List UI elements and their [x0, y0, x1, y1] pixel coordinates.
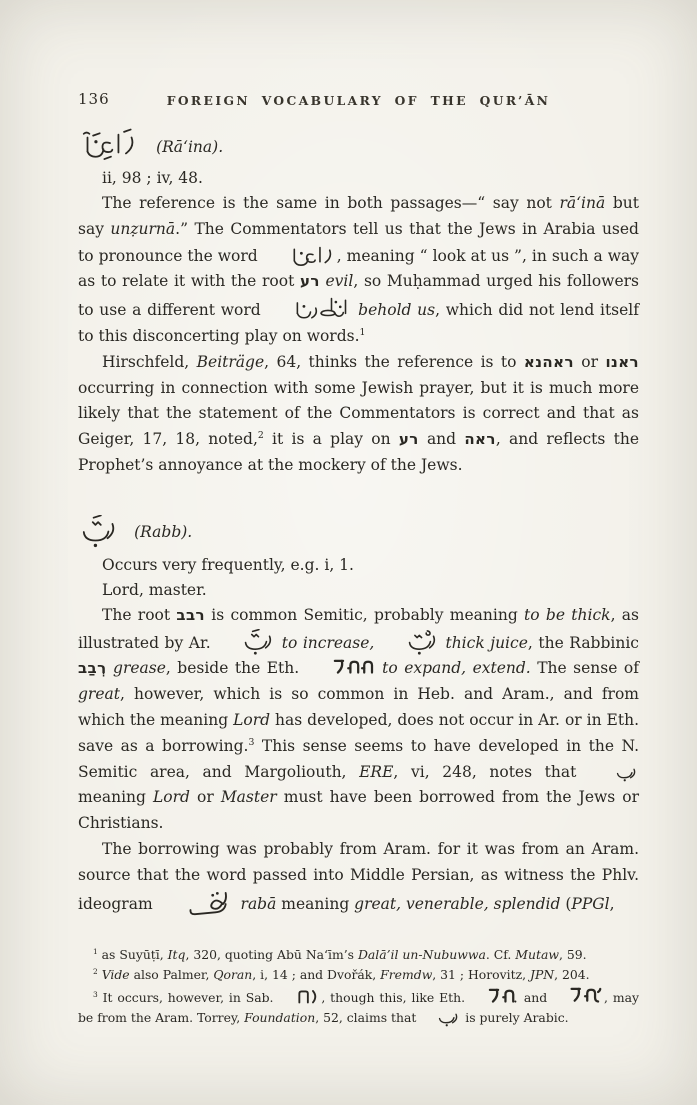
text-run: , though this, like Eth. — [321, 989, 470, 1005]
hebrew-word: ראנו — [605, 352, 639, 371]
text-run: to be thick — [524, 605, 611, 624]
text-run: , i, 14 ; and Dvořák, — [252, 966, 381, 982]
text-run: or — [189, 788, 221, 807]
text-run: Qoran — [213, 966, 253, 982]
arabic-raina-glyph — [263, 243, 337, 268]
headword-transliteration: (Rā‘ina). — [156, 138, 224, 156]
text-run: rabā — [240, 894, 277, 913]
footnote-marker: 3 — [248, 736, 255, 748]
arabic-rubb-glyph — [380, 629, 440, 656]
eth-rbb-glyph — [306, 657, 376, 676]
footnote-marker: 2 — [257, 430, 264, 442]
text-run: and — [418, 430, 465, 449]
text-run: , 204. — [554, 966, 590, 982]
text-run: Dalā’il un-Nubuwwa — [357, 946, 486, 962]
page-header — [78, 90, 639, 112]
hebrew-word: רְבַב — [78, 659, 107, 678]
arabic-rabb-glyph — [78, 515, 120, 549]
text-run: , — [609, 894, 615, 913]
text-run: Itq — [167, 946, 186, 962]
text-run: behold us — [358, 301, 436, 320]
headword-transliteration: (Rabb). — [134, 522, 193, 541]
text-run: is purely Arabic. — [461, 1009, 569, 1025]
text-run: This sense seems to have developed in the N. Semitic area, and Margoliouth, — [78, 736, 639, 781]
text-run: , 320, quoting Abū Na‘īm’s — [185, 946, 358, 962]
text-run: and — [518, 989, 553, 1005]
text-run: , 31 ; Horovitz, — [432, 966, 530, 982]
text-run: , meaning “ look at us ”, in such a way as to relate it with the root — [78, 246, 639, 291]
text-run: ERE — [359, 762, 394, 781]
text-run: great — [78, 685, 120, 704]
text-run: , vi, 248, notes that — [393, 762, 589, 781]
text-run: Mutaw — [515, 946, 559, 962]
text-run: is common Semitic, probably meaning — [204, 605, 525, 624]
text-run: , 52, claims that — [315, 1009, 421, 1025]
text-run: , 59. — [558, 946, 587, 962]
arabic-rabb-fatha-glyph — [216, 629, 276, 656]
text-run: rā‘inā — [559, 194, 606, 212]
text-run: must have been borrowed from the Jews or Christians. — [78, 788, 639, 833]
text-run: to expand, extend. — [382, 659, 531, 678]
footnote-2 — [78, 965, 639, 985]
text-run: JPN — [530, 966, 555, 982]
text-run: , as illustrated by Ar. — [78, 605, 639, 652]
text-run: meaning — [276, 894, 355, 913]
text-run: has developed, does not occur in Ar. or in Eth. save as a borrowing. — [78, 710, 639, 755]
pahlavi-ideogram-glyph — [158, 889, 236, 919]
entry-paragraph — [78, 837, 639, 919]
text-run: . Cf. — [485, 946, 516, 962]
arabic-raina-glyph — [78, 128, 142, 162]
eth-rb-glyph — [470, 986, 519, 1005]
text-run: The root — [102, 605, 177, 624]
gloss-line: Lord, master. — [102, 580, 207, 599]
text-run: to increase, — [281, 633, 375, 652]
text-run: grease — [113, 659, 166, 678]
text-run: , and reflects the Prophet’s annoyance at the mockery of the Jews. — [78, 430, 639, 474]
sabaean-rb-glyph — [278, 988, 321, 1005]
footnote-3 — [78, 985, 639, 1028]
text-run: Lord — [233, 710, 271, 729]
text-run: Beiträge — [196, 352, 265, 371]
text-run: also Palmer, — [129, 966, 214, 982]
footnote-marker: 1 — [93, 946, 98, 956]
text-run: It occurs, however, in Sab. — [97, 989, 279, 1005]
footnote-marker: 2 — [93, 966, 98, 976]
text-run: or — [573, 352, 606, 371]
footnote-marker: 3 — [93, 989, 98, 999]
entry-paragraph — [78, 350, 639, 479]
text-run: ( — [560, 894, 572, 913]
text-run: evil — [325, 272, 354, 291]
text-run: meaning — [78, 788, 153, 807]
text-run: Master — [220, 788, 277, 807]
page-number: 136 — [78, 90, 110, 108]
text-run: , the Rabbinic — [527, 633, 639, 652]
text-run: but say — [78, 194, 639, 238]
hebrew-word: רע — [299, 272, 320, 291]
text-run: occurring in connection with some Jewish prayer, but it is much more likely that the statement of the Commentators is correct and that as Geiger, 17, 18, noted, — [78, 378, 639, 449]
running-title: FOREIGN VOCABULARY OF THE QUR’ĀN — [166, 93, 551, 108]
arabic-anzurna-glyph — [266, 295, 352, 323]
text-run: PPGl — [571, 894, 610, 913]
text-run: thick juice — [445, 633, 528, 652]
arabic-rb-glyph — [420, 1010, 461, 1027]
text-run: , however, which is so common in Heb. and Aram., and from which the meaning — [78, 685, 639, 729]
entry-paragraph — [78, 191, 639, 350]
entry-paragraph — [78, 603, 639, 837]
text-run: , beside the Eth. — [165, 659, 306, 678]
text-run: Fremdw — [380, 966, 433, 982]
footnotes — [78, 945, 639, 1028]
text-run: unẓurnā — [110, 219, 176, 238]
hebrew-word: רע — [398, 430, 419, 449]
text-run: Lord — [153, 788, 190, 807]
text-run: The reference is the same in both passages—“ say not — [102, 194, 560, 212]
eth-rbh-glyph — [552, 985, 604, 1005]
text-run: , so Muḥammad urged his followers to use a different word — [78, 272, 639, 320]
entry-headword — [78, 128, 639, 162]
entry-raina — [78, 128, 639, 479]
hebrew-word: רבב — [176, 605, 205, 624]
entry-rabb — [78, 515, 639, 919]
text-run: , 64, thinks the reference is to — [264, 352, 524, 371]
footnote-marker: 1 — [359, 326, 366, 338]
quran-references: ii, 98 ; iv, 48. — [102, 169, 203, 187]
text-run: Vide — [101, 966, 130, 982]
hebrew-word: ראהנא — [523, 352, 574, 371]
text-run: , which did not lend itself to this disconcerting play on words. — [78, 301, 640, 345]
text-run: .” The Commentators tell us that the Jews in Arabia used to pronounce the word — [78, 219, 639, 265]
text-run: it is a play on — [263, 430, 399, 449]
hebrew-word: ראה — [464, 430, 496, 449]
text-run: as Suyūṭī, — [97, 946, 168, 962]
text-run: , may be from the Aram. Torrey, — [78, 989, 640, 1025]
text-run: Foundation — [244, 1009, 316, 1025]
text-run: Hirschfeld, — [102, 352, 197, 371]
arabic-rb-glyph — [589, 765, 639, 782]
entry-headword — [78, 515, 639, 549]
occurrence-note: Occurs very frequently, e.g. i, 1. — [102, 555, 354, 574]
text-run: The sense of — [530, 659, 639, 678]
text-run: The borrowing was probably from Aram. for it was from an Aram. source that the word passed into Middle Persian, as witness the Phlv. ideogram — [78, 839, 639, 913]
text-run: great, venerable, splendid — [354, 894, 561, 913]
footnote-1 — [78, 945, 639, 965]
